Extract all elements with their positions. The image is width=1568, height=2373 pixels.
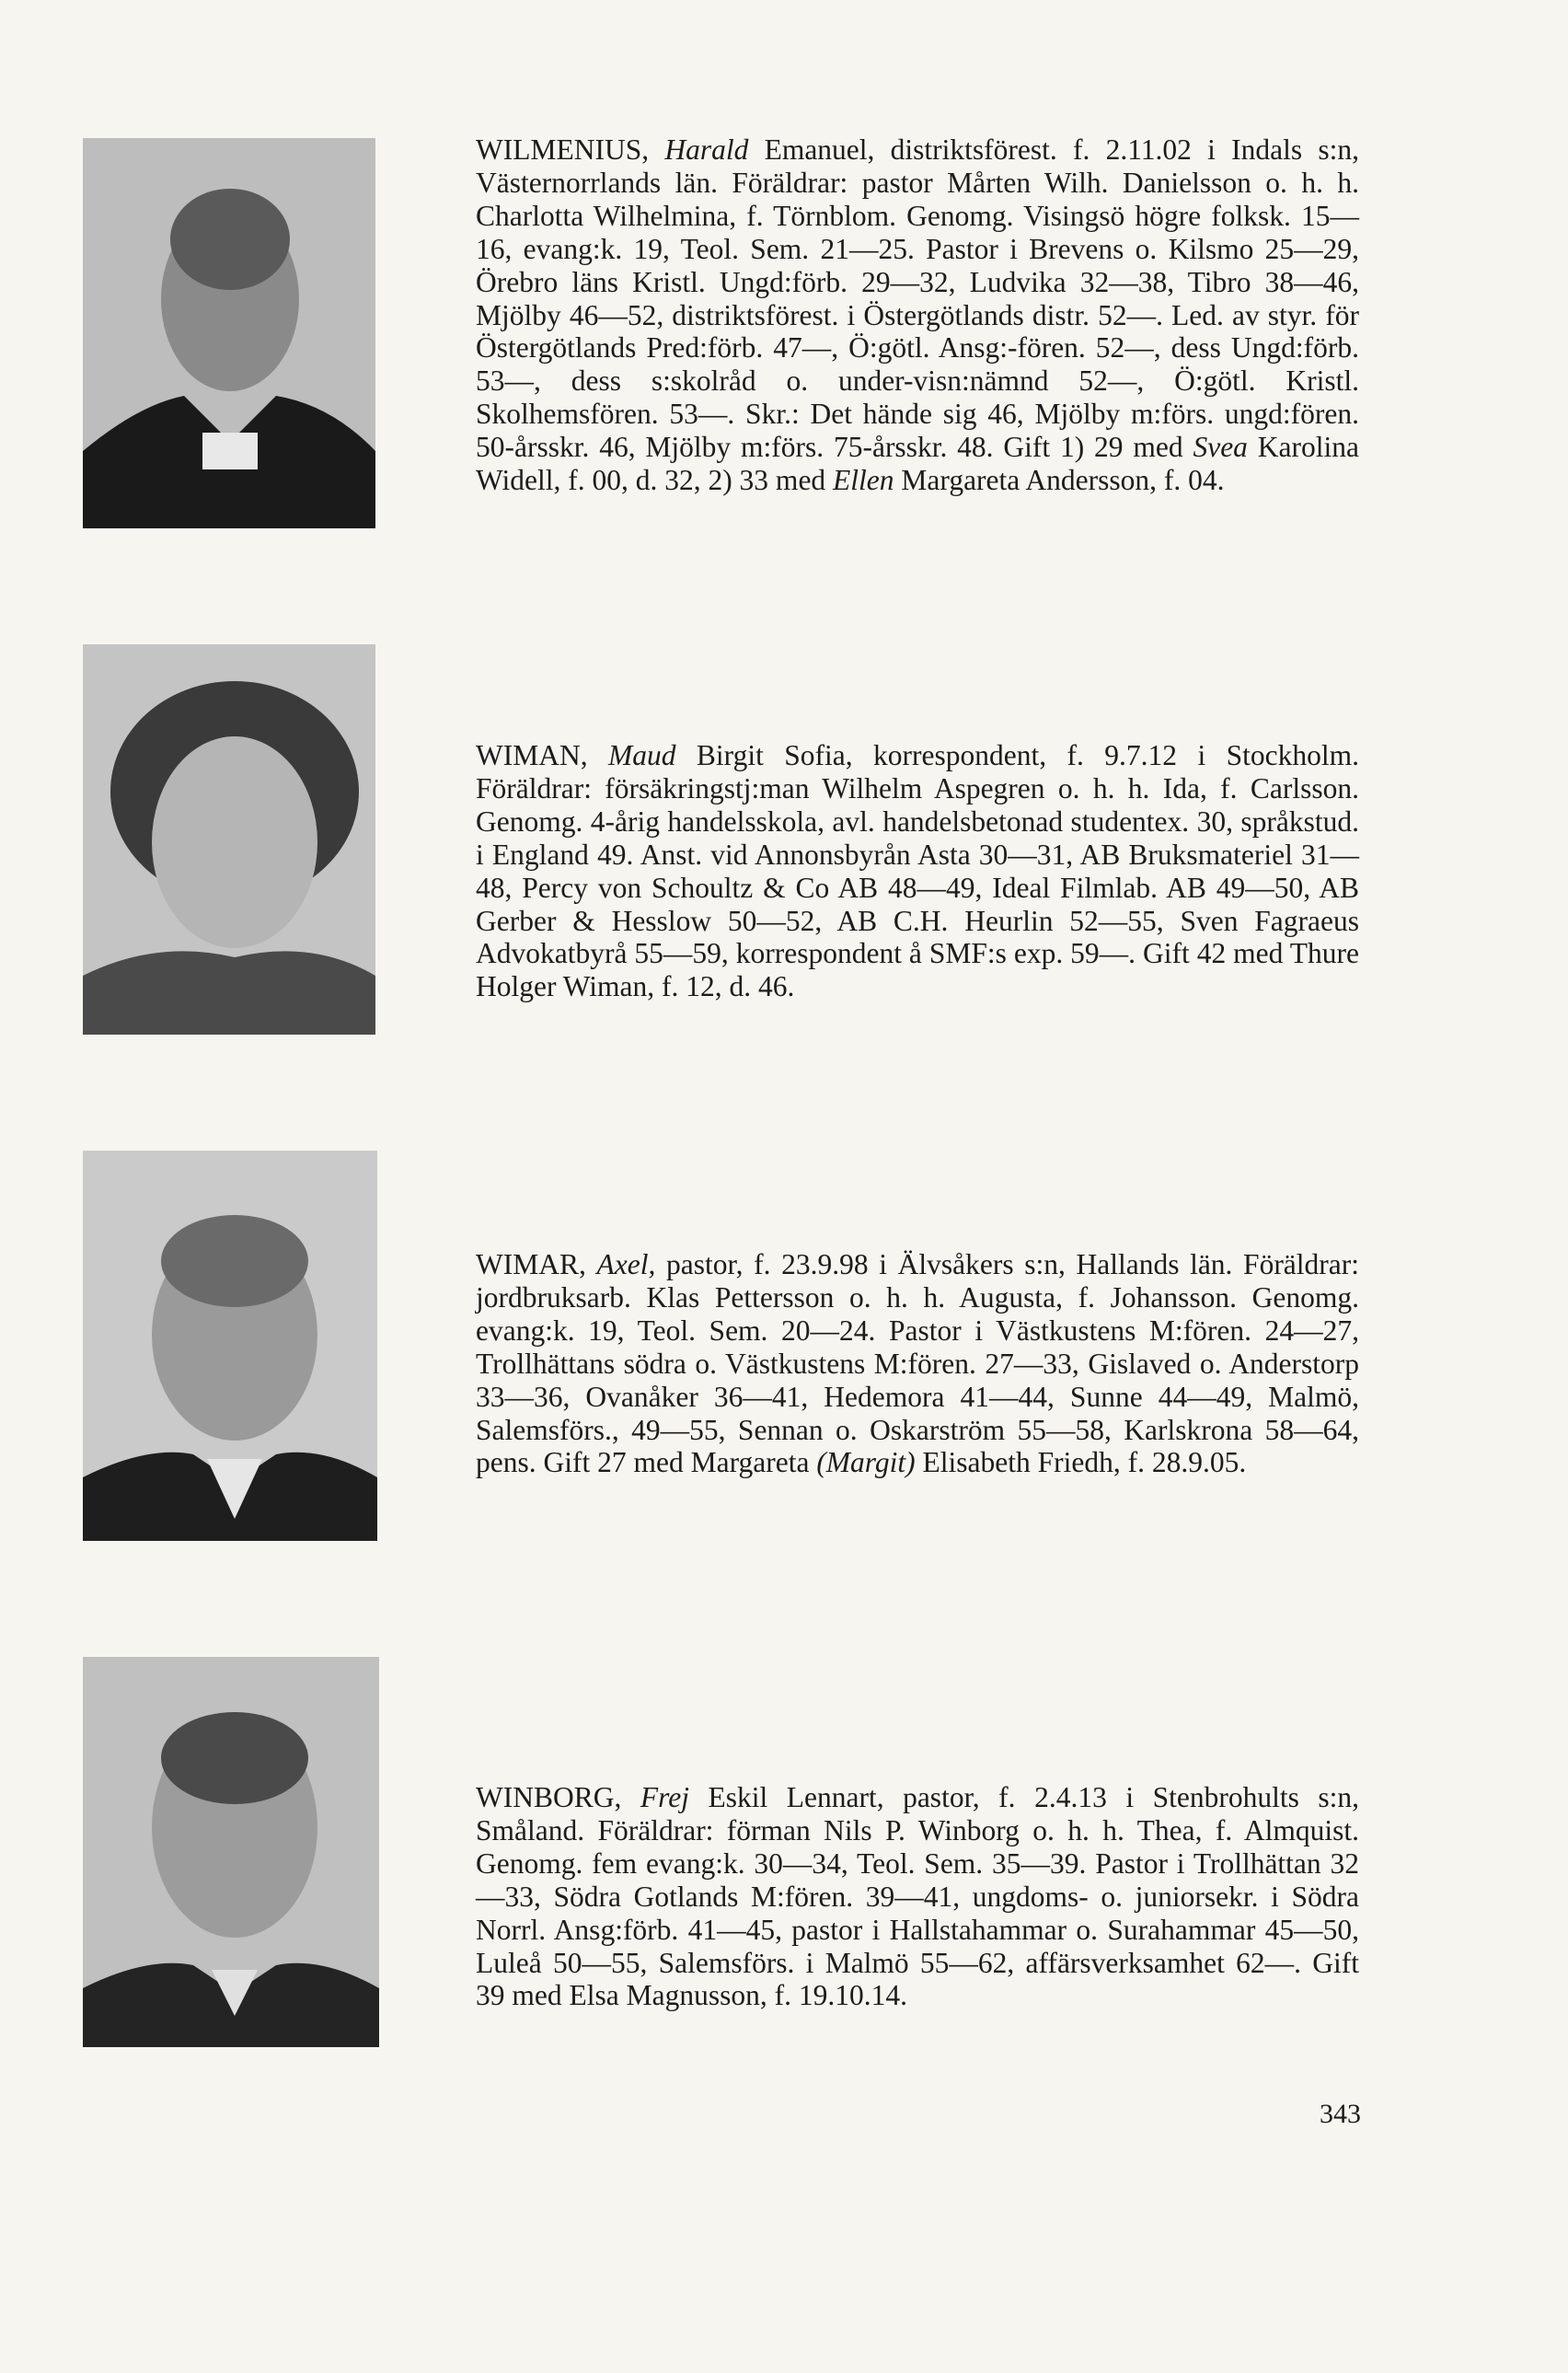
entry-spouse-name: Svea [1193, 431, 1248, 464]
portrait-image [83, 1657, 379, 2047]
biography-entry-wilmenius [476, 133, 1359, 497]
page-number: 343 [1320, 2099, 1361, 2129]
entry-spouse-name: (Margit) [816, 1446, 916, 1479]
entry-given-name: Maud [608, 739, 676, 771]
biography-entry-winborg [476, 1781, 1359, 2012]
portrait-image [83, 644, 375, 1035]
biography-entry-wiman [476, 739, 1359, 1003]
portrait-photo-wimar [83, 1151, 377, 1541]
entry-surname: WIMAN, [476, 739, 588, 771]
portrait-image [83, 1151, 377, 1541]
entry-text-continued: Margareta Andersson, f. 04. [894, 464, 1225, 497]
entry-text: Emanuel, distriktsförest. f. 2.11.02 i Indals s:n, Västernorrlands län. Föräldrar: pastor Mårten Wilh. Danielsson o. h. h. Charlotta Wilhelmina, f. Törnblom. Genomg. Visingsö högre folksk. 15—16, evang:k. 19, Teol. Sem. 21—25. Pastor i Brevens o. Kilsmo 25—29, Örebro läns Kristl. Ungd:förb. 29—32, Ludvika 32—38, Tibro 38—46, Mjölby 46—52, distriktsförest. i Östergötlands distr. 52—. Led. av styr. för Östergötlands Pred:förb. 47—, Ö:götl. Ansg:-fören. 52—, dess Ungd:förb. 53—, dess s:skolråd o. under-visn:nämnd 52—, Ö:götl. Kristl. Skolhemsfören. 53—. Skr.: Det hände sig 46, Mjölby m:förs. ungd:fören. 50-årsskr. 46, Mjölby m:förs. 75-årsskr. 48. Gift 1) 29 med [476, 133, 1359, 464]
entry-text: Eskil Lennart, pastor, f. 2.4.13 i Stenbrohults s:n, Småland. Föräldrar: förman Nils P. Winborg o. h. h. Thea, f. Almquist. Genomg. fem evang:k. 30—34, Teol. Sem. 35—39. Pastor i Trollhättan 32—33, Södra Gotlands M:fören. 39—41, ungdoms- o. juniorsekr. i Södra Norrl. Ansg:förb. 41—45, pastor i Hallstahammar o. Surahammar 45—50, Luleå 50—55, Salemsförs. i Malmö 55—62, affärsverksamhet 62—. Gift 39 med Elsa Magnusson, f. 19.10.14. [476, 1781, 1359, 2012]
entry-text: Birgit Sofia, korrespondent, f. 9.7.12 i Stockholm. Föräldrar: försäkringstj:man Wilhelm Aspegren o. h. h. Ida, f. Carlsson. Genomg. 4-årig handelsskola, avl. handelsbetonad studentex. 30, språkstud. i England 49. Anst. vid Annonsbyrån Asta 30—31, AB Bruksmateriel 31—48, Percy von Schoultz & Co AB 48—49, Ideal Filmlab. AB 49—50, AB Gerber & Hesslow 50—52, AB C.H. Heurlin 52—55, Sven Fagraeus Advokatbyrå 55—59, korrespondent å SMF:s exp. 59—. Gift 42 med Thure Holger Wiman, f. 12, d. 46. [476, 739, 1359, 1003]
portrait-photo-winborg [83, 1657, 379, 2047]
entry-text-continued: Elisabeth Friedh, f. 28.9.05. [915, 1446, 1247, 1479]
entry-spouse-name: Ellen [833, 464, 894, 497]
entry-given-name: Axel, [596, 1248, 656, 1280]
biography-entry-wimar [476, 1248, 1359, 1479]
entry-text: pastor, f. 23.9.98 i Älvsåkers s:n, Hallands län. Föräldrar: jordbruksarb. Klas Pettersson o. h. h. Augusta, f. Johansson. Genomg. evang:k. 19, Teol. Sem. 20—24. Pastor i Västkustens M:fören. 24—27, Trollhättans södra o. Västkustens M:fören. 27—33, Gislaved o. Anderstorp 33—36, Ovanåker 36—41, Hedemora 41—44, Sunne 44—49, Malmö, Salemsförs., 49—55, Sennan o. Oskarström 55—58, Karlskrona 58—64, pens. Gift 27 med Margareta [476, 1248, 1359, 1479]
portrait-image [83, 138, 375, 528]
entry-surname: WIMAR, [476, 1248, 586, 1280]
entry-text-continued: Karolina Widell, f. 00, d. 32, 2) 33 med [476, 431, 1359, 497]
entry-given-name: Harald [664, 133, 749, 166]
entry-surname: WILMENIUS, [476, 133, 650, 166]
portrait-photo-wilmenius [83, 138, 375, 528]
entry-surname: WINBORG, [476, 1781, 622, 1813]
portrait-photo-wiman [83, 644, 375, 1035]
entry-given-name: Frej [640, 1781, 689, 1813]
